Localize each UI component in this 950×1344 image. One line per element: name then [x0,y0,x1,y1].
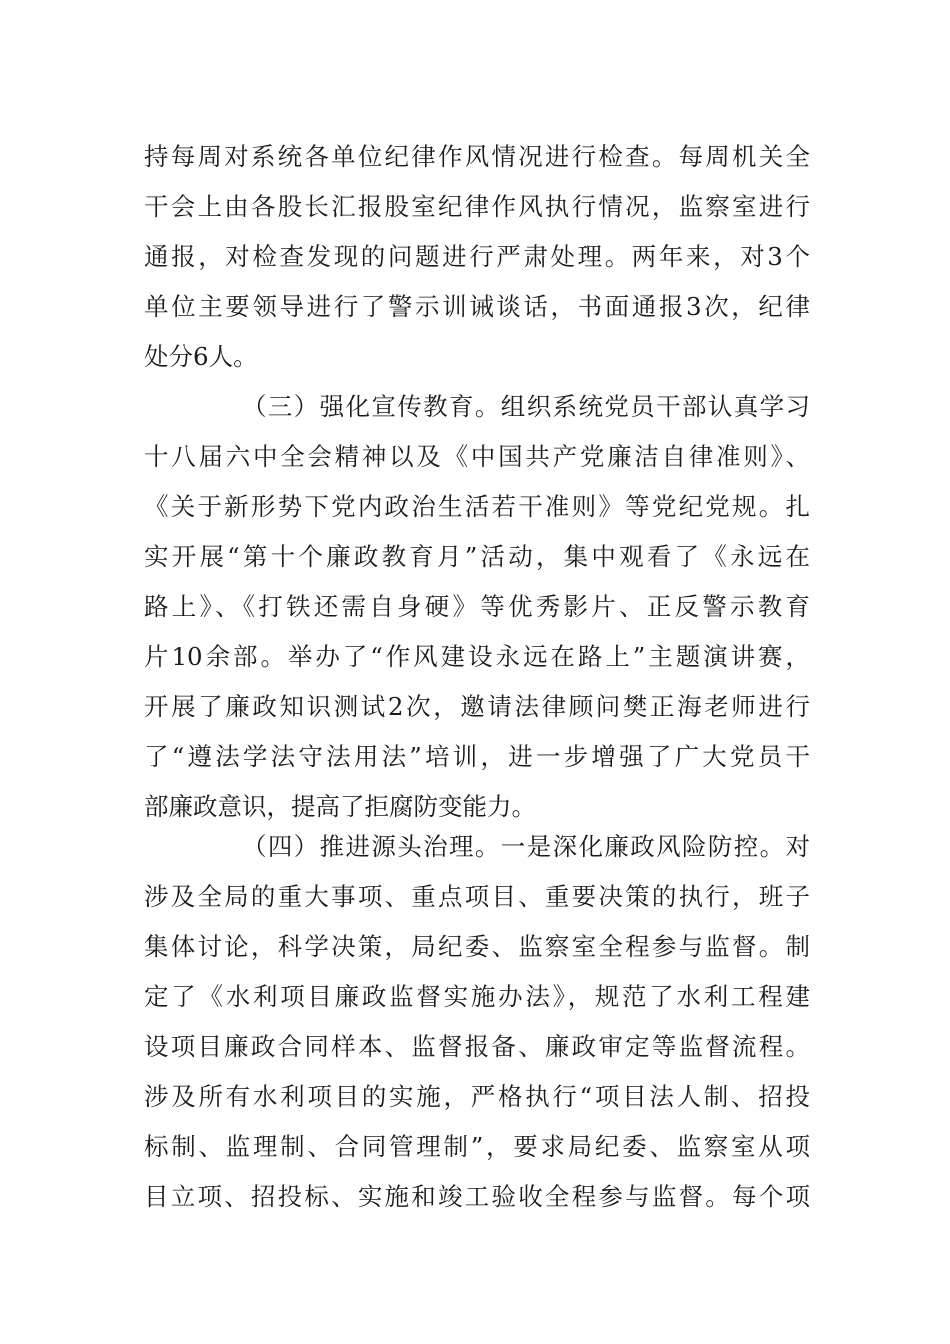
paragraph-line: 开展了廉政知识测试2次，邀请法律顾问樊正海老师进行 [144,692,810,721]
paragraph-line: 涉及所有水利项目的实施，严格执行“项目法人制、招投 [144,1082,810,1111]
paragraph-2 [144,382,810,832]
paragraph-line: 集体讨论，科学决策，局纪委、监察室全程参与监督。制 [144,932,810,961]
paragraph-line: 通报，对检查发现的问题进行严肃处理。两年来，对3个 [144,242,810,271]
paragraph-3 [144,822,810,1222]
paragraph-line: 部廉政意识，提高了拒腐防变能力。 [144,792,536,821]
paragraph-line: 持每周对系统各单位纪律作风情况进行检查。每周机关全 [144,142,810,171]
paragraph-line: 设项目廉政合同样本、监督报备、廉政审定等监督流程。 [144,1032,810,1061]
paragraph-line: 路上》、《打铁还需自身硬》等优秀影片、正反警示教育 [144,592,810,621]
paragraph-line: 处分6人。 [144,342,258,371]
paragraph-line: 涉及全局的重大事项、重点项目、重要决策的执行，班子 [144,882,810,911]
paragraph-line: 十八届六中全会精神以及《中国共产党廉洁自律准则》、 [144,442,810,471]
paragraph-line: 标制、监理制、合同管理制”，要求局纪委、监察室从项 [144,1132,810,1161]
paragraph-line: 干会上由各股长汇报股室纪律作风执行情况，监察室进行 [144,192,810,221]
paragraph-line: 片10余部。举办了“作风建设永远在路上”主题演讲赛， [144,642,810,671]
paragraph-line: 目立项、招投标、实施和竣工验收全程参与监督。每个项 [144,1182,810,1211]
paragraph-line: 实开展“第十个廉政教育月”活动，集中观看了《永远在 [144,542,810,571]
paragraph-line: 定了《水利项目廉政监督实施办法》，规范了水利工程建 [144,982,810,1011]
paragraph-line: 了“遵法学法守法用法”培训，进一步增强了广大党员干 [144,742,810,771]
paragraph-1 [144,132,810,382]
paragraph-line: （三）强化宣传教育。组织系统党员干部认真学习 [242,392,810,421]
paragraph-line: （四）推进源头治理。一是深化廉政风险防控。对 [242,832,810,861]
paragraph-line: 单位主要领导进行了警示训诫谈话，书面通报3次，纪律 [144,292,810,321]
paragraph-line: 《关于新形势下党内政治生活若干准则》等党纪党规。扎 [144,492,810,521]
